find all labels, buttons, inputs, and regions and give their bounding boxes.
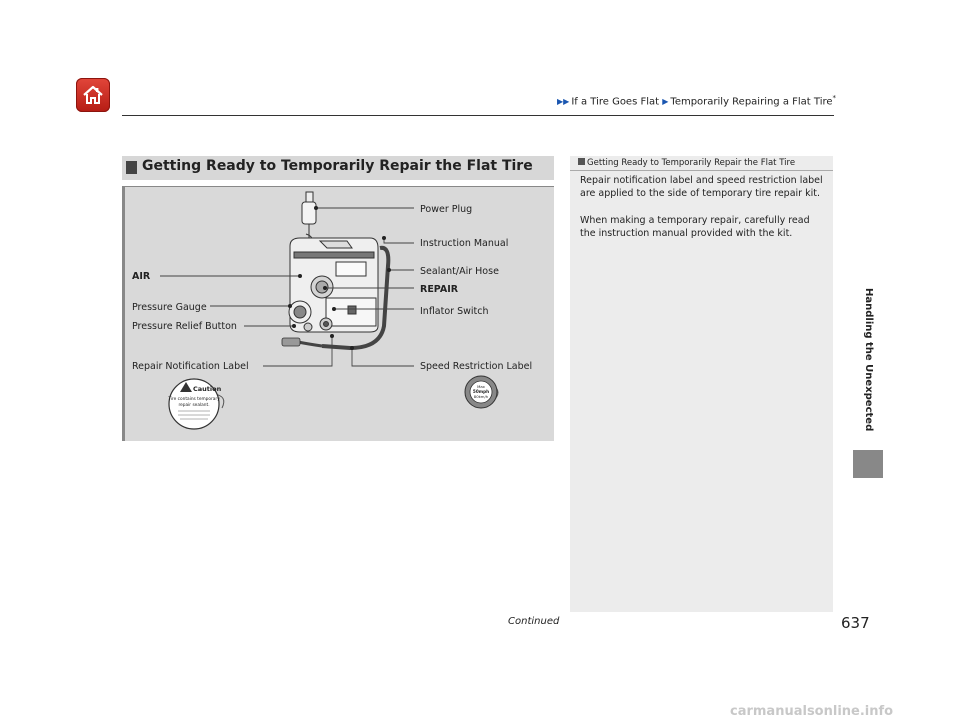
- home-button[interactable]: [76, 78, 110, 112]
- hose-nozzle: [282, 338, 300, 346]
- caution-line-2: repair sealant.: [178, 403, 210, 408]
- speed-line-2: 50mph: [472, 389, 490, 394]
- square-bullet-icon: [126, 161, 137, 174]
- breadcrumb-part-2[interactable]: Temporarily Repairing a Flat Tire: [670, 96, 833, 108]
- instruction-manual-label: Instruction Manual: [420, 238, 509, 249]
- caution-line-1: Tire contains temporary: [168, 397, 220, 402]
- home-icon: [81, 83, 105, 107]
- note-paragraph-2: When making a temporary repair, carefully read the instruction manual provided with the kit.: [580, 215, 810, 239]
- tire-repair-kit-diagram: [122, 186, 554, 441]
- repair-notification-label: Repair Notification Label: [132, 361, 249, 372]
- note-icon: [578, 158, 585, 165]
- note-rule: [570, 170, 833, 171]
- speed-restriction-sticker: [465, 376, 498, 408]
- page-number: 637: [841, 614, 870, 632]
- section-title: Getting Ready to Temporarily Repair the Flat Tire: [142, 158, 533, 174]
- sealant-air-hose-label: Sealant/Air Hose: [420, 266, 499, 277]
- breadcrumb-part-1[interactable]: If a Tire Goes Flat: [571, 96, 660, 108]
- watermark: carmanualsonline.info: [730, 704, 894, 719]
- sidebar-note: [570, 156, 833, 612]
- power-plug-label: Power Plug: [420, 204, 473, 215]
- caution-sticker: [167, 379, 224, 429]
- repair-label: REPAIR: [420, 284, 459, 295]
- section-header: [122, 156, 554, 180]
- double-arrow-icon: ▶▶: [557, 97, 570, 107]
- speed-restriction-label: Speed Restriction Label: [420, 361, 533, 372]
- breadcrumb-marker: *: [832, 94, 837, 102]
- hose-end: [298, 342, 322, 346]
- caution-heading: Caution: [193, 385, 222, 393]
- air-label: AIR: [132, 271, 151, 282]
- pressure-gauge-label: Pressure Gauge: [132, 302, 207, 313]
- side-tab-label: Handling the Unexpected: [863, 288, 874, 432]
- compressor-body: [289, 238, 378, 332]
- inflator-switch-label: Inflator Switch: [420, 306, 489, 317]
- side-tab-marker[interactable]: [853, 450, 883, 478]
- breadcrumb: [557, 94, 836, 107]
- continued-text: Continued: [508, 616, 560, 627]
- arrow-icon: ▶: [662, 97, 669, 107]
- pressure-relief-button-label: Pressure Relief Button: [132, 321, 237, 332]
- speed-line-3: 80km/h: [473, 394, 489, 399]
- note-title: [578, 158, 795, 168]
- speed-line-1: Max: [477, 384, 485, 389]
- header-rule: [122, 115, 834, 116]
- note-paragraph-1: Repair notification label and speed restriction label are applied to the side of temporary tire repair kit.: [580, 175, 823, 199]
- diagram-panel: [122, 186, 554, 441]
- note-title-text: Getting Ready to Temporarily Repair the Flat Tire: [587, 158, 796, 168]
